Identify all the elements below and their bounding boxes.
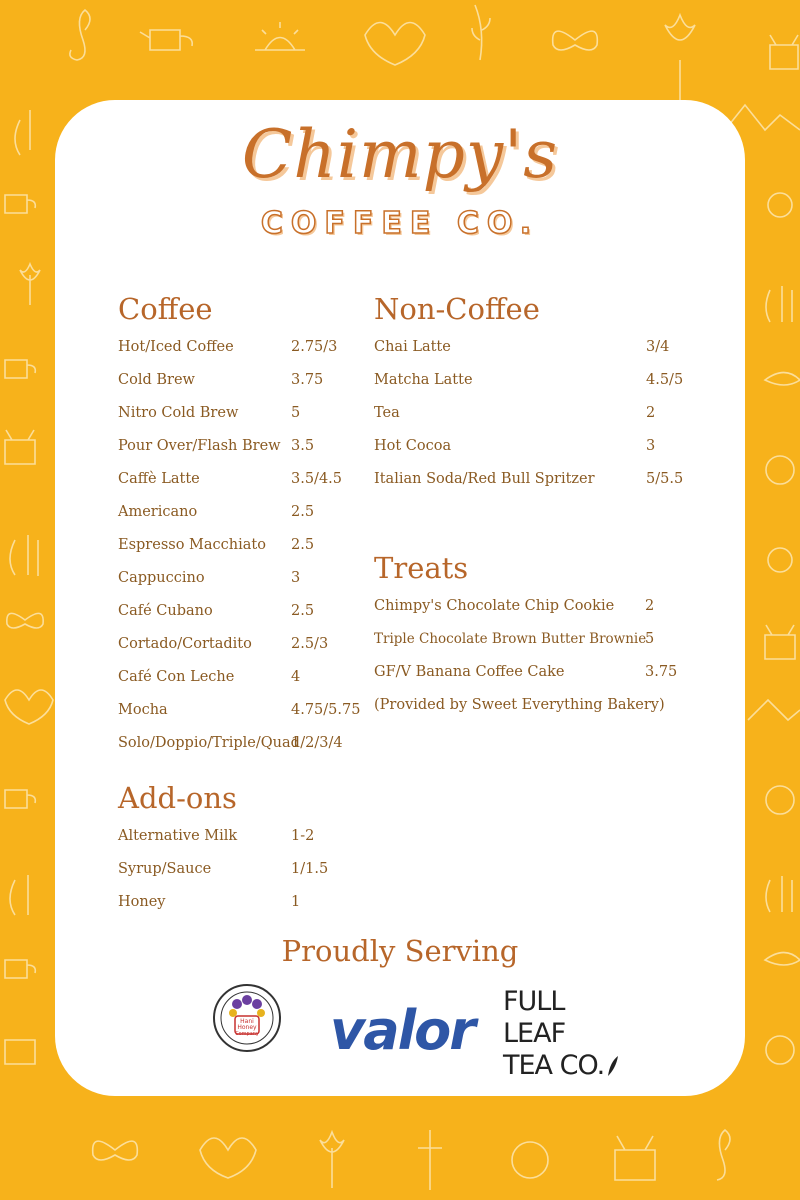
item-price: 2.5 — [291, 504, 315, 520]
item-name: Honey — [118, 894, 166, 910]
item-price: 4 — [291, 669, 301, 685]
proudly-serving-heading: Proudly Serving — [281, 934, 519, 968]
item-name: Triple Chocolate Brown Butter Brownie — [374, 631, 647, 647]
menu-row — [118, 529, 368, 562]
menu-row — [374, 656, 694, 689]
full-leaf-tea-logo — [503, 986, 623, 1082]
butterfly-icon — [93, 1141, 138, 1160]
item-name: Hot Cocoa — [374, 438, 452, 454]
menu-row — [118, 661, 368, 694]
noncoffee-section — [374, 287, 694, 496]
item-name: Cappuccino — [118, 570, 205, 586]
tv-icon — [5, 1040, 35, 1064]
brand-name: Chimpy's — [241, 116, 559, 193]
item-price: 3.75 — [645, 664, 678, 680]
full-leaf-line-1: FULL LEAF — [503, 986, 566, 1049]
item-name: Tea — [374, 405, 400, 421]
menu-row — [374, 463, 694, 496]
item-price: 2 — [645, 598, 655, 614]
hands-icon — [766, 286, 792, 322]
bakery-note: (Provided by Sweet Everything Bakery) — [374, 697, 665, 713]
full-leaf-line-2 — [503, 1050, 623, 1082]
menu-row — [118, 820, 368, 853]
item-price: 1 — [291, 894, 301, 910]
coffee-section — [118, 287, 368, 760]
treble-clef-icon — [717, 1130, 730, 1180]
menu-row — [374, 623, 694, 656]
teapot-icon — [5, 360, 35, 378]
hani-honey-text: Company — [235, 1031, 259, 1037]
menu-row — [374, 430, 694, 463]
hands-icon — [10, 875, 28, 915]
menu-row — [374, 590, 694, 623]
item-name: Hot/Iced Coffee — [118, 339, 234, 355]
menu-row — [118, 364, 368, 397]
item-name: Mocha — [118, 702, 168, 718]
menu-row — [118, 628, 368, 661]
tulip-icon — [665, 15, 695, 100]
item-name: Nitro Cold Brew — [118, 405, 239, 421]
hani-honey-logo — [211, 982, 283, 1054]
butterfly-icon — [553, 31, 598, 50]
treats-list — [374, 590, 694, 689]
noncoffee-list — [374, 331, 694, 496]
tv-icon — [615, 1136, 655, 1180]
item-name: GF/V Banana Coffee Cake — [374, 664, 565, 680]
item-name: Pour Over/Flash Brew — [118, 438, 281, 454]
item-price: 5 — [291, 405, 301, 421]
addons-heading: Add-ons — [118, 781, 237, 815]
item-name: Café Con Leche — [118, 669, 235, 685]
item-price: 1/2/3/4 — [291, 735, 343, 751]
item-name: Americano — [118, 504, 198, 520]
item-price: 3.75 — [291, 372, 324, 388]
butterfly-icon — [7, 613, 43, 628]
hani-honey-text: Hani — [240, 1018, 254, 1025]
item-name: Espresso Macchiato — [118, 537, 266, 553]
item-name: Cortado/Cortadito — [118, 636, 252, 652]
leaf-icon — [606, 1054, 620, 1078]
dove-icon — [765, 373, 800, 386]
tv-icon — [5, 430, 35, 464]
sun-icon — [768, 548, 792, 572]
brand-subtitle: COFFEE CO. — [260, 206, 540, 241]
item-name: Chai Latte — [374, 339, 451, 355]
item-price: 1-2 — [291, 828, 315, 844]
menu-row — [118, 595, 368, 628]
sunrise-icon — [255, 22, 305, 50]
heart-hands-icon — [200, 1138, 256, 1178]
item-price: 3.5 — [291, 438, 315, 454]
latte-icon — [766, 456, 794, 484]
menu-row — [118, 397, 368, 430]
item-name: Matcha Latte — [374, 372, 473, 388]
treble-clef-icon — [70, 10, 90, 60]
coffee-list — [118, 331, 368, 760]
valor-logo: valor — [330, 999, 474, 1062]
hands-icon — [10, 535, 38, 576]
brand-header — [0, 110, 800, 241]
item-name: Syrup/Sauce — [118, 861, 212, 877]
hands-icon — [766, 876, 792, 912]
item-name: Cold Brew — [118, 372, 195, 388]
menu-row — [374, 331, 694, 364]
item-price: 3/4 — [646, 339, 670, 355]
item-name: Chimpy's Chocolate Chip Cookie — [374, 598, 615, 614]
cross-icon — [418, 1130, 442, 1190]
menu-row — [118, 430, 368, 463]
item-name: Alternative Milk — [118, 828, 238, 844]
menu-row — [118, 727, 368, 760]
sun-icon — [512, 1142, 548, 1178]
item-price: 3.5/4.5 — [291, 471, 343, 487]
item-price: 2.5 — [291, 537, 315, 553]
full-leaf-line-2-text: TEA CO. — [503, 1050, 605, 1081]
menu-row — [118, 562, 368, 595]
mountains-icon — [748, 700, 800, 720]
menu-row — [118, 853, 368, 886]
menu-row — [118, 694, 368, 727]
item-price: 5 — [645, 631, 655, 647]
item-price: 2.75/3 — [291, 339, 338, 355]
menu-row — [118, 331, 368, 364]
heart-hands-icon — [365, 23, 425, 66]
menu-row — [374, 397, 694, 430]
tv-icon — [765, 625, 795, 659]
item-price: 2.5/3 — [291, 636, 329, 652]
item-price: 4.5/5 — [646, 372, 684, 388]
addons-list — [118, 820, 368, 919]
tulip-icon — [20, 264, 40, 305]
wheat-icon — [472, 5, 490, 60]
item-name: Café Cubano — [118, 603, 213, 619]
item-price: 2.5 — [291, 603, 315, 619]
menu-row — [118, 496, 368, 529]
item-price: 2 — [646, 405, 656, 421]
latte-icon — [766, 1036, 794, 1064]
tulip-icon — [320, 1132, 344, 1188]
menu-row — [118, 886, 368, 919]
item-name: Caffè Latte — [118, 471, 200, 487]
treats-heading: Treats — [374, 551, 469, 585]
item-name: Solo/Doppio/Triple/Quad — [118, 735, 300, 751]
teapot-icon — [5, 790, 35, 808]
item-price: 3 — [291, 570, 301, 586]
hani-honey-text: Honey — [237, 1024, 257, 1031]
menu-row — [118, 463, 368, 496]
tv-icon — [770, 35, 798, 69]
heart-hands-icon — [5, 690, 53, 724]
noncoffee-heading: Non-Coffee — [374, 292, 540, 326]
item-name: Italian Soda/Red Bull Spritzer — [374, 471, 595, 487]
item-price: 3 — [646, 438, 656, 454]
teapot-icon — [140, 30, 192, 50]
item-price: 1/1.5 — [291, 861, 329, 877]
treats-section — [374, 546, 694, 722]
item-price: 4.75/5.75 — [291, 702, 361, 718]
sun-icon — [766, 786, 794, 814]
addons-section — [118, 776, 368, 919]
item-price: 5/5.5 — [646, 471, 684, 487]
menu-row — [374, 364, 694, 397]
coffee-heading: Coffee — [118, 292, 213, 326]
